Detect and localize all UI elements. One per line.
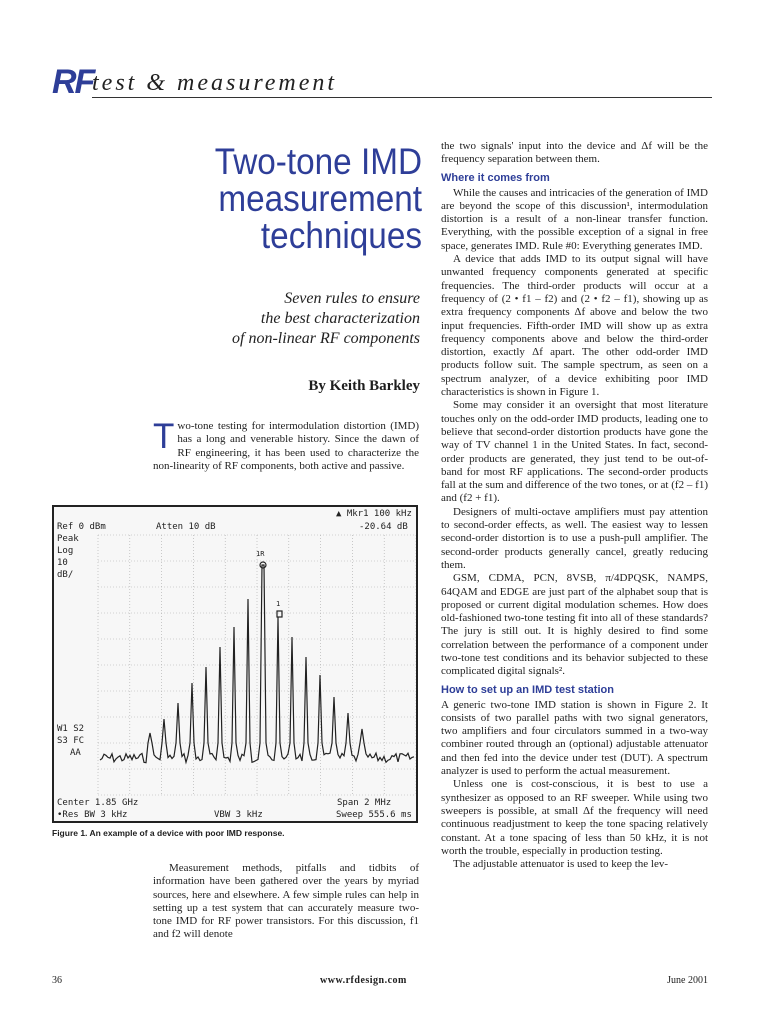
body-paragraph: A generic two-tone IMD station is shown in Figure 2. It consists of two parallel paths with two signal generators, two amplifiers and four circulators summed in a two-way combiner routed through an (optional) adjustable attenuator and then fed into the device under test (DUT). A spectrum analyzer is used to perform the actual measurement. xyxy=(441,698,708,778)
res-bw-readout: •Res BW 3 kHz xyxy=(57,810,128,820)
section-heading: Where it comes from xyxy=(441,171,550,184)
page-number: 36 xyxy=(52,975,62,986)
article-title xyxy=(159,143,422,254)
section-heading: How to set up an IMD test station xyxy=(441,683,614,696)
ref-level-readout: Ref 0 dBm xyxy=(57,522,106,532)
vbw-readout: VBW 3 kHz xyxy=(214,810,263,820)
figure-caption: Figure 1. An example of a device with poor IMD response. xyxy=(52,828,285,838)
right-column xyxy=(441,140,708,871)
title-line: measurement xyxy=(218,178,422,219)
marker-1-label: 1 xyxy=(276,600,281,608)
body-paragraph: the two signals' input into the device and Δf will be the frequency separation between them. xyxy=(441,140,708,166)
drop-cap: T xyxy=(153,417,175,456)
subtitle-line: Seven rules to ensure xyxy=(284,290,420,307)
section-title: test & measurement xyxy=(92,70,338,96)
issue-date: June 2001 xyxy=(667,975,708,986)
marker-1r-label: 1R xyxy=(256,550,265,558)
aa-readout: AA xyxy=(70,748,81,758)
log-readout: Log xyxy=(57,546,74,556)
scale-unit-readout: dB/ xyxy=(57,570,74,580)
body-paragraph: Designers of multi-octave amplifiers must pay attention to second-order effects, as well. The easiest way to lessen second-order distortion is to use a push-pull amplifier. The second-order products generally cancel, greatly reducing them. xyxy=(441,505,708,571)
sweep-readout: Sweep 555.6 ms xyxy=(336,810,412,820)
article-subtitle xyxy=(140,289,420,349)
body-paragraph: GSM, CDMA, PCN, 8VSB, π/4DPQSK, NAMPS, 64QAM and EDGE are just part of the alphabet soup that is proposed or current digital modulation schemes. How does old-fashioned two-tone testing fit into all of these standards? The jury is still out. It is highly desired to find some correlation between the performance of a component under two-tone test conditions and its behavior subjected to these complicated digital signals². xyxy=(441,572,708,678)
center-freq-readout: Center 1.85 GHz xyxy=(57,798,139,808)
title-line: techniques xyxy=(260,215,422,256)
left-column-body xyxy=(153,862,419,942)
marker-value-readout: -20.64 dB xyxy=(359,522,408,532)
span-readout: Span 2 MHz xyxy=(337,798,392,808)
body-paragraph: Unless one is cost-conscious, it is best to use a synthesizer as opposed to an RF sweeper. While using two sweepers is possible, at small Δf the frequency will need continuous readjustment to keep the tone spacing relatively constant. At a tone spacing of less than 50 kHz, it is not worth the trouble, especially in production testing. xyxy=(441,778,708,857)
body-paragraph: While the causes and intricacies of the generation of IMD are beyond the scope of this discussion¹, intermodulation distortion is a result of a non-linear transfer function. Everything, with the possible exception of a signal in free space, generates IMD. Rule #0: Everything generates IMD. xyxy=(441,186,708,252)
spectrum-plot xyxy=(54,507,416,821)
intro-text: wo-tone testing for intermodulation distortion (IMD) has a long and venerable history. Since the dawn of RF engineering, it has been used to characterize the non-linearity of RF components, both active and passive. xyxy=(153,420,419,472)
spectrum-analyzer-figure xyxy=(52,505,418,823)
body-paragraph: Some may consider it an oversight that most literature touches only on the odd-order IMD products, leading one to believe that second-order distortion products have gone the way of TV channel 1 in the United States. In fact, second-order products are generated, they just tend to be out-of-band for most RF applications. The second-order products fall at the sum and difference of the two tones, or at (f2 – f1) and (f2 + f1). xyxy=(441,399,708,505)
intro-paragraph xyxy=(153,417,419,473)
scale-number-readout: 10 xyxy=(57,558,68,568)
w1s2-readout: W1 S2 xyxy=(57,724,85,734)
title-line: Two-tone IMD xyxy=(214,141,422,182)
body-paragraph: Measurement methods, pitfalls and tidbits of information have been gathered over the years by myriad sources, here and elsewhere. A few simple rules can help in setting up a test system that can accurately measure two-tone IMD for RF power transistors. For this discussion, f1 and f2 will denote xyxy=(153,862,419,941)
footer-url: www.rfdesign.com xyxy=(320,975,407,986)
magazine-logo: RF xyxy=(52,63,94,101)
detector-readout: Peak xyxy=(57,534,79,544)
body-paragraph: The adjustable attenuator is used to keep the lev- xyxy=(453,858,669,871)
byline: By Keith Barkley xyxy=(308,378,420,394)
marker-readout: ▲ Mkr1 100 kHz xyxy=(336,509,412,519)
body-paragraph: A device that adds IMD to its output signal will have unwanted frequency components generated at specific frequencies. The third-order products will occur at a frequency of (2 • f1 – f2) and (2 • f2 – f1), showing up as extra frequency components Δf above and below the two input frequencies. Fifth-order IMD will show up as extra frequency components above and below the third-order distortion, exactly Δf apart. The other odd-order IMD products follow suit. The sample spectrum, as seen on a spectrum analyzer, of a device exhibiting poor IMD characteristics is shown in Figure 1. xyxy=(441,253,708,399)
marker-1-symbol xyxy=(277,611,282,617)
subtitle-line: the best characterization xyxy=(260,310,420,327)
header-rule xyxy=(92,97,712,98)
s3fc-readout: S3 FC xyxy=(57,736,85,746)
atten-readout: Atten 10 dB xyxy=(156,522,216,532)
subtitle-line: of non-linear RF components xyxy=(232,330,420,347)
